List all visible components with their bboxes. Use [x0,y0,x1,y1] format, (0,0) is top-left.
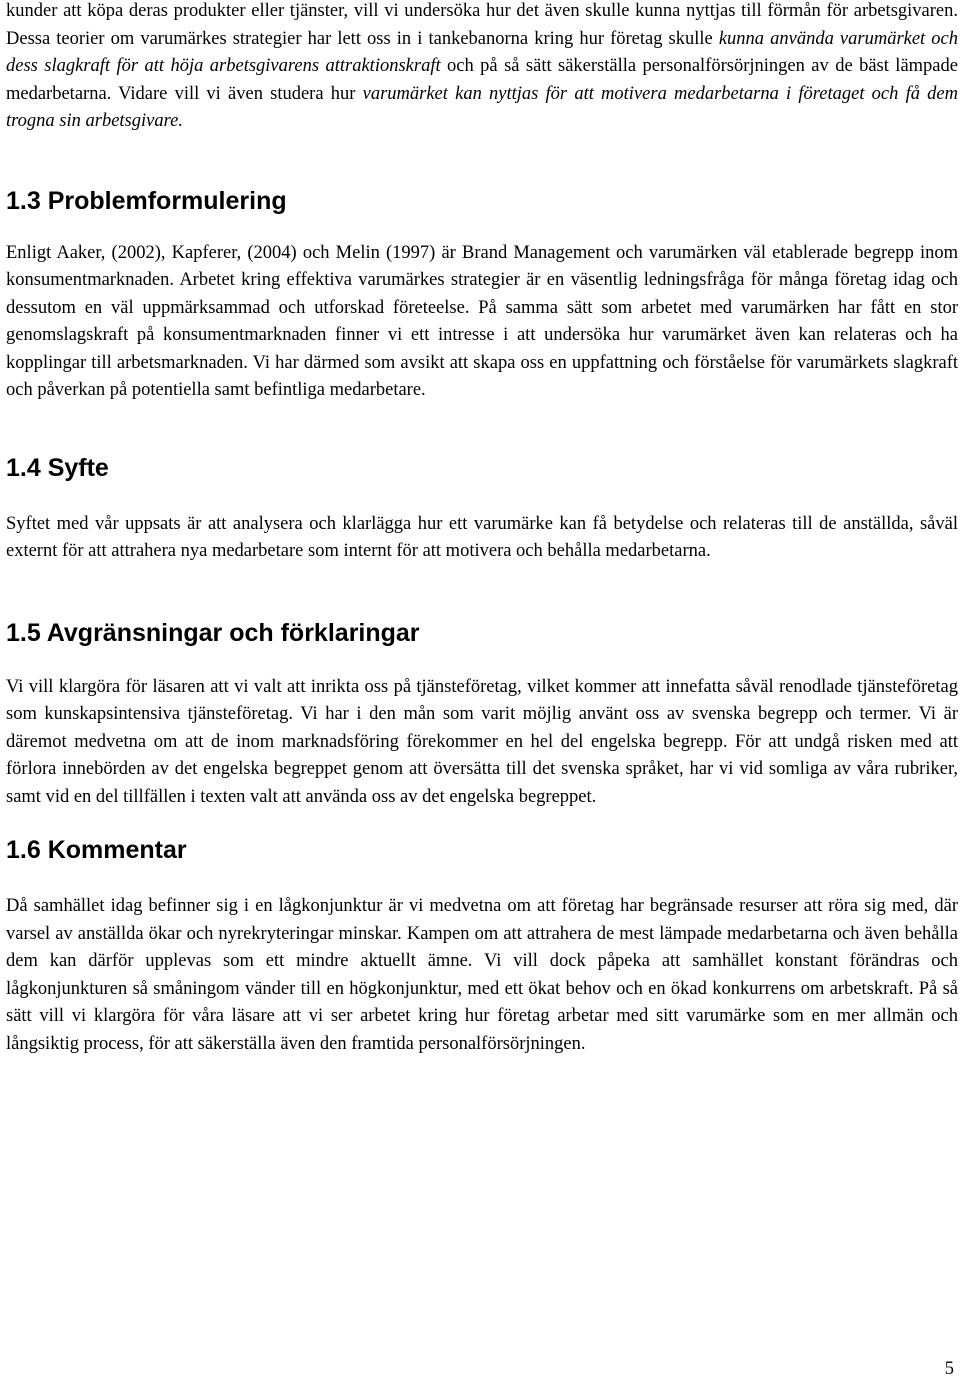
intro-text-1: kunder att köpa deras produkter eller tjänster, vill vi undersöka hur det även skulle kunna nyttjas till förmån för arbetsgivaren. Dessa teorier om varumärkes strategier har lett oss in i tankebanorna kring hur företag skulle [6,1,958,49]
paragraph-kommentar: Då samhället idag befinner sig i en lågkonjunktur är vi medvetna om att företag har begränsade resurser att röra sig med, där varsel av anställda ökar och nyrekryteringar minskar. Kampen om att attrahera de mest lämpade medarbetarna och även behålla dem kan därför upplevas som ett mindre aktuellt ämne. Vi vill dock påpeka att samhället konstant förändras och lågkonjunkturen så småningom vänder till en högkonjunktur, med ett ökat behov och en ökad konkurrens om arbetskraft. På så sätt vill vi klargöra för våra läsare att vi ser arbetet kring hur företag arbetar med sitt varumärke som en mer allmän och långsiktig process, för att säkerställa även den framtida personalförsörjningen. [6,896,958,1054]
heading-syfte: 1.4 Syfte [6,453,109,482]
document-page [6,0,958,1058]
heading-avgransningar: 1.5 Avgränsningar och förklaringar [6,618,420,647]
intro-text-2: och på så sätt säkerställa personalförsörjningen av de bäst lämpade medarbetarna. Vidare vill vi även studera hur [6,56,958,104]
heading-problemformulering: 1.3 Problemformulering [6,186,287,215]
page-number: 5 [944,1359,954,1379]
paragraph-syfte: Syftet med vår uppsats är att analysera och klarlägga hur ett varumärke kan få betydelse och relateras till de anställda, såväl externt för att attrahera nya medarbetare som internt för att motivera och behålla medarbetarna. [6,513,958,561]
paragraph-avgransningar: Vi vill klargöra för läsaren att vi valt att inrikta oss på tjänsteföretag, vilket kommer att innefatta såväl renodlade tjänsteföretag som kunskapsintensiva tjänsteföretag. Vi har i den mån som varit möjlig använt oss av svenska begrepp och termer. Vi är däremot medvetna om att de inom marknadsföring förekommer en hel del engelska begrepp. För att undgå risken med att förlora innebörden av det engelska begreppet genom att översätta till det svenska språket, har vi vid somliga av våra rubriker, samt vid en del tillfällen i texten valt att använda oss av det engelska begreppet. [6,676,958,807]
intro-italic-2: varumärket kan nyttjas för att motivera medarbetarna i företaget och få dem trogna sin arbetsgivare. [6,83,958,131]
intro-italic-1: kunna använda varumärket och dess slagkraft för att höja arbetsgivarens attraktionskraft [6,28,958,76]
heading-kommentar: 1.6 Kommentar [6,836,187,864]
paragraph-problemformulering: Enligt Aaker, (2002), Kapferer, (2004) och Melin (1997) är Brand Management och varumärken väl etablerade begrepp inom konsumentmarknaden. Arbetet kring effektiva varumärkes strategier är en väsentlig ledningsfråga för många företag idag och dessutom en väl uppmärksammad och utforskad företeelse. På samma sätt som arbetet med varumärken har fått en stor genomslagskraft på konsumentmarknaden finner vi ett intresse i att undersöka hur varumärket även kan relateras och ha kopplingar till arbetsmarknaden. Vi har därmed som avsikt att skapa oss en uppfattning och förståelse för varumärkets slagkraft och påverkan på potentiella samt befintliga medarbetare. [6,242,958,400]
intro-paragraph [6,0,958,136]
